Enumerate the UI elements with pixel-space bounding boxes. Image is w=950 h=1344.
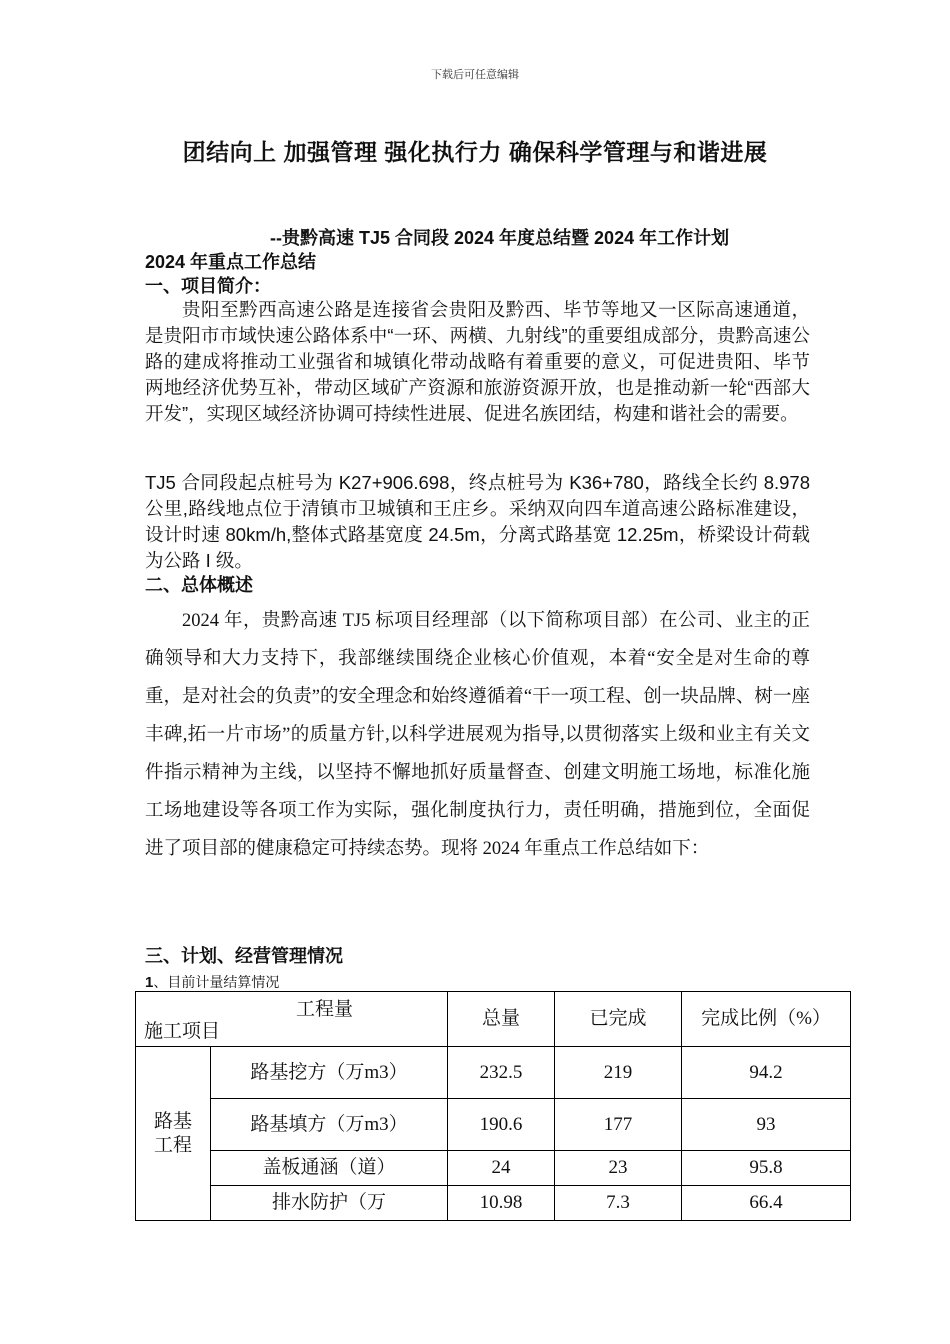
document-title: 团结向上 加强管理 强化执行力 确保科学管理与和谐进展 [182,139,768,165]
table-row [136,1151,851,1186]
section1-paragraph2: TJ5 合同段起点桩号为 K27+906.698，终点桩号为 K36+780，路线全长约 8.978 公里,路线地点位于清镇市卫城镇和王庄乡。采纳双向四车道高速公路标准建设，设计时速 80km/h,整体式路基宽度 24.5m，分离式路基宽 12.25m，桥梁设计荷载为公路 I 级。 [145,472,810,571]
done-cell: 219 [555,1047,682,1099]
header-total: 总量 [448,992,555,1047]
done-cell: 177 [555,1099,682,1151]
ratio-cell: 66.4 [682,1186,851,1221]
table-row [136,1186,851,1221]
section2-paragraph: 2024 年，贵黔高速 TJ5 标项目经理部（以下简称项目部）在公司、业主的正确领导和大力支持下，我部继续围绕企业核心价值观，本着“安全是对生命的尊重，是对社会的负责”的安全理念和始终遵循着“干一项工程、创一块品牌、树一座丰碑,拓一片市场”的质量方针,以科学进展观为指导,以贯彻落实上级和业主有关文件指示精神为主线，以坚持不懈地抓好质量督查、创建文明施工场地，标准化施工场地建设等各项工作为实际，强化制度执行力，责任明确，措施到位，全面促进了项目部的健康稳定可持续态势。现将 2024 年重点工作总结如下： [145,611,810,859]
measurement-table [135,991,851,1221]
header-quantity-label: 工程量 [296,999,354,1020]
table-caption [145,972,279,992]
done-cell: 7.3 [555,1186,682,1221]
total-cell: 10.98 [448,1186,555,1221]
table-row [136,1047,851,1099]
table-row [136,1099,851,1151]
section1-heading: 一、项目简介： [145,276,271,296]
item-cell: 路基挖方（万m3） [211,1047,448,1099]
section3-heading: 三、计划、经营管理情况 [145,946,343,966]
table-caption-text: 、目前计量结算情况 [153,976,280,991]
section1-paragraph1: 贵阳至黔西高速公路是连接省会贵阳及黔西、毕节等地又一区际高速通道，是贵阳市市域快速公路体系中“一环、两横、九射线”的重要组成部分，贵黔高速公路的建成将推动工业强省和城镇化带动战略有着重要的意义，可促进贵阳、毕节两地经济优势互补，带动区域矿产资源和旅游资源开放，也是推动新一轮“西部大开发”，实现区域经济协调可持续性进展、促进名族团结，构建和谐社会的需要。 [145,299,810,424]
table-header-row [136,992,851,1047]
done-cell: 23 [555,1151,682,1186]
total-cell: 24 [448,1151,555,1186]
diagonal-header-cell [136,992,448,1047]
item-cell: 路基填方（万m3） [211,1099,448,1151]
table-caption-number: 1 [145,974,154,991]
ratio-cell: 95.8 [682,1151,851,1186]
item-cell: 排水防护（万 [211,1186,448,1221]
section2-heading: 二、总体概述 [145,575,253,595]
ratio-cell: 93 [682,1099,851,1151]
document-subtitle: --贵黔高速 TJ5 合同段 2024 年度总结暨 2024 年工作计划 [270,228,730,248]
total-cell: 232.5 [448,1047,555,1099]
header-ratio: 完成比例（%） [682,992,851,1047]
header-note: 下载后可任意编辑 [431,69,519,81]
item-cell: 盖板通涵（道） [211,1151,448,1186]
group-cell: 路基 工程 [136,1047,211,1221]
ratio-cell: 94.2 [682,1047,851,1099]
header-item-label: 施工项目 [144,1021,221,1042]
summary-heading: 2024 年重点工作总结 [145,252,317,272]
total-cell: 190.6 [448,1099,555,1151]
header-done: 已完成 [555,992,682,1047]
